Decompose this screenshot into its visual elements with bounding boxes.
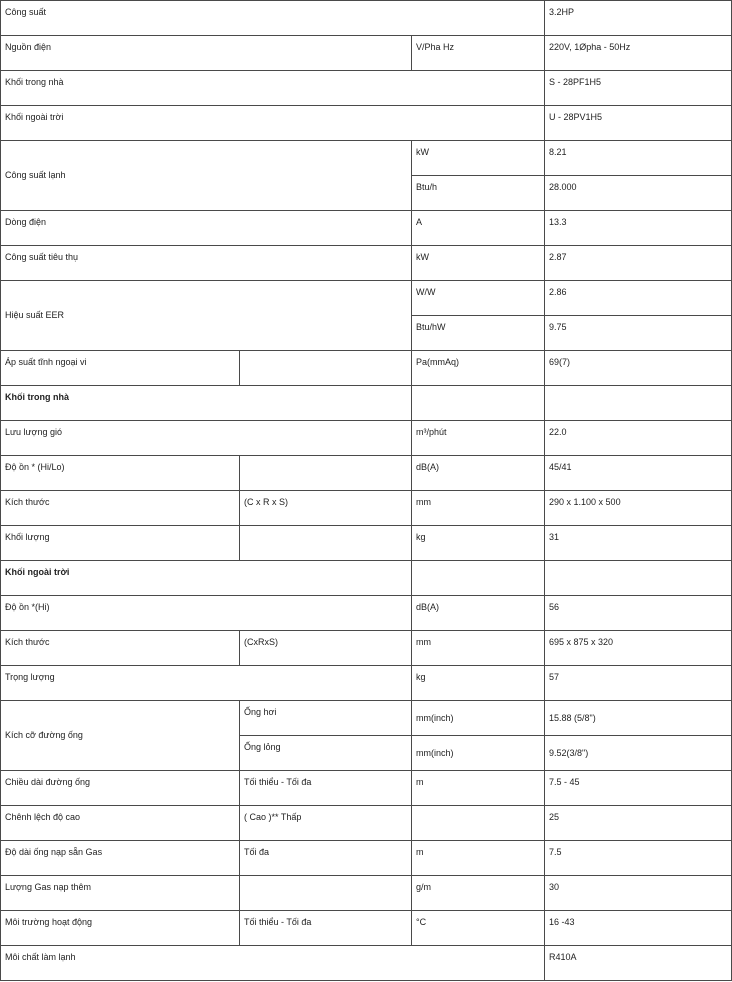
row-label: Khối lượng (1, 526, 240, 561)
row-value: U - 28PV1H5 (545, 106, 732, 141)
table-row (1, 666, 732, 701)
table-row (1, 1, 732, 36)
row-unit: mm (412, 491, 545, 526)
table-row (1, 281, 732, 316)
row-value (545, 561, 732, 596)
row-unit: m (412, 771, 545, 806)
table-row (1, 631, 732, 666)
row-value: 220V, 1Øpha - 50Hz (545, 36, 732, 71)
row-unit: mm(inch) (412, 736, 545, 771)
row-unit: W/W (412, 281, 545, 316)
row-value: 31 (545, 526, 732, 561)
row-value: 16 -43 (545, 911, 732, 946)
table-row (1, 701, 732, 736)
row-value: 695 x 875 x 320 (545, 631, 732, 666)
row-unit: kg (412, 666, 545, 701)
table-row (1, 351, 732, 386)
table-row (1, 526, 732, 561)
row-label: Môi trường hoạt động (1, 911, 240, 946)
row-label: Khối ngoài trời (1, 106, 545, 141)
row-value: 7.5 - 45 (545, 771, 732, 806)
row-sub: ( Cao )** Thấp (240, 806, 412, 841)
section-heading: Khối ngoài trời (1, 561, 412, 596)
row-unit: m (412, 841, 545, 876)
row-unit: Btu/h (412, 176, 545, 211)
row-sub: Ống hơi (240, 701, 412, 736)
table-row (1, 211, 732, 246)
row-label: Dòng điện (1, 211, 412, 246)
row-value: 56 (545, 596, 732, 631)
row-value: 7.5 (545, 841, 732, 876)
row-value: 9.52(3/8") (545, 736, 732, 771)
table-row (1, 771, 732, 806)
row-value: 22.0 (545, 421, 732, 456)
row-value: 2.86 (545, 281, 732, 316)
row-sub (240, 526, 412, 561)
row-value: 13.3 (545, 211, 732, 246)
row-label: Công suất lạnh (1, 141, 412, 211)
section-heading: Khối trong nhà (1, 386, 412, 421)
row-label: Công suất tiêu thụ (1, 246, 412, 281)
row-value: 15.88 (5/8") (545, 701, 732, 736)
row-sub (240, 456, 412, 491)
row-sub: (C x R x S) (240, 491, 412, 526)
row-value: 2.87 (545, 246, 732, 281)
row-value: R410A (545, 946, 732, 981)
row-value: 69(7) (545, 351, 732, 386)
row-unit (412, 386, 545, 421)
table-row (1, 71, 732, 106)
table-row (1, 806, 732, 841)
table-row (1, 456, 732, 491)
row-unit (412, 806, 545, 841)
table-row (1, 246, 732, 281)
row-label: Độ ồn * (Hi/Lo) (1, 456, 240, 491)
table-row (1, 106, 732, 141)
section-row (1, 561, 732, 596)
row-sub: Tối thiểu - Tối đa (240, 771, 412, 806)
row-sub: Tối thiểu - Tối đa (240, 911, 412, 946)
row-label: Chiều dài đường ống (1, 771, 240, 806)
row-label: Kích thước (1, 631, 240, 666)
table-row (1, 876, 732, 911)
row-label: Áp suất tĩnh ngoại vi (1, 351, 240, 386)
table-row (1, 421, 732, 456)
row-label: Trọng lượng (1, 666, 412, 701)
row-value: 3.2HP (545, 1, 732, 36)
row-label: Lưu lượng gió (1, 421, 412, 456)
row-sub: (CxRxS) (240, 631, 412, 666)
row-value: 28.000 (545, 176, 732, 211)
row-sub: Ống lỏng (240, 736, 412, 771)
row-unit: kg (412, 526, 545, 561)
row-value: 8.21 (545, 141, 732, 176)
row-label: Khối trong nhà (1, 71, 545, 106)
row-unit: Btu/hW (412, 316, 545, 351)
row-sub: Tối đa (240, 841, 412, 876)
row-label: Độ dài ống nạp sẵn Gas (1, 841, 240, 876)
row-unit: m³/phút (412, 421, 545, 456)
row-label: Lượng Gas nạp thêm (1, 876, 240, 911)
row-unit: mm(inch) (412, 701, 545, 736)
row-unit: A (412, 211, 545, 246)
row-label: Độ ồn *(Hi) (1, 596, 412, 631)
row-value: 25 (545, 806, 732, 841)
table-row (1, 36, 732, 71)
row-value: 45/41 (545, 456, 732, 491)
row-unit: V/Pha Hz (412, 36, 545, 71)
row-value (545, 386, 732, 421)
row-value: 30 (545, 876, 732, 911)
row-label: Kích thước (1, 491, 240, 526)
row-label: Môi chất làm lạnh (1, 946, 545, 981)
row-value: 9.75 (545, 316, 732, 351)
row-sub (240, 351, 412, 386)
table-row (1, 946, 732, 981)
table-row (1, 911, 732, 946)
row-sub (240, 876, 412, 911)
row-unit (412, 561, 545, 596)
row-unit: kW (412, 141, 545, 176)
row-unit: mm (412, 631, 545, 666)
table-row (1, 596, 732, 631)
row-unit: °C (412, 911, 545, 946)
row-label: Chênh lệch độ cao (1, 806, 240, 841)
row-unit: g/m (412, 876, 545, 911)
row-unit: dB(A) (412, 596, 545, 631)
row-unit: Pa(mmAq) (412, 351, 545, 386)
row-unit: kW (412, 246, 545, 281)
table-row (1, 141, 732, 176)
row-value: 290 x 1.100 x 500 (545, 491, 732, 526)
row-label: Kích cỡ đường ống (1, 701, 240, 771)
row-label: Hiệu suất EER (1, 281, 412, 351)
table-row (1, 491, 732, 526)
row-value: 57 (545, 666, 732, 701)
row-unit: dB(A) (412, 456, 545, 491)
row-label: Nguồn điện (1, 36, 412, 71)
row-value: S - 28PF1H5 (545, 71, 732, 106)
table-row (1, 841, 732, 876)
section-row (1, 386, 732, 421)
row-label: Công suất (1, 1, 545, 36)
